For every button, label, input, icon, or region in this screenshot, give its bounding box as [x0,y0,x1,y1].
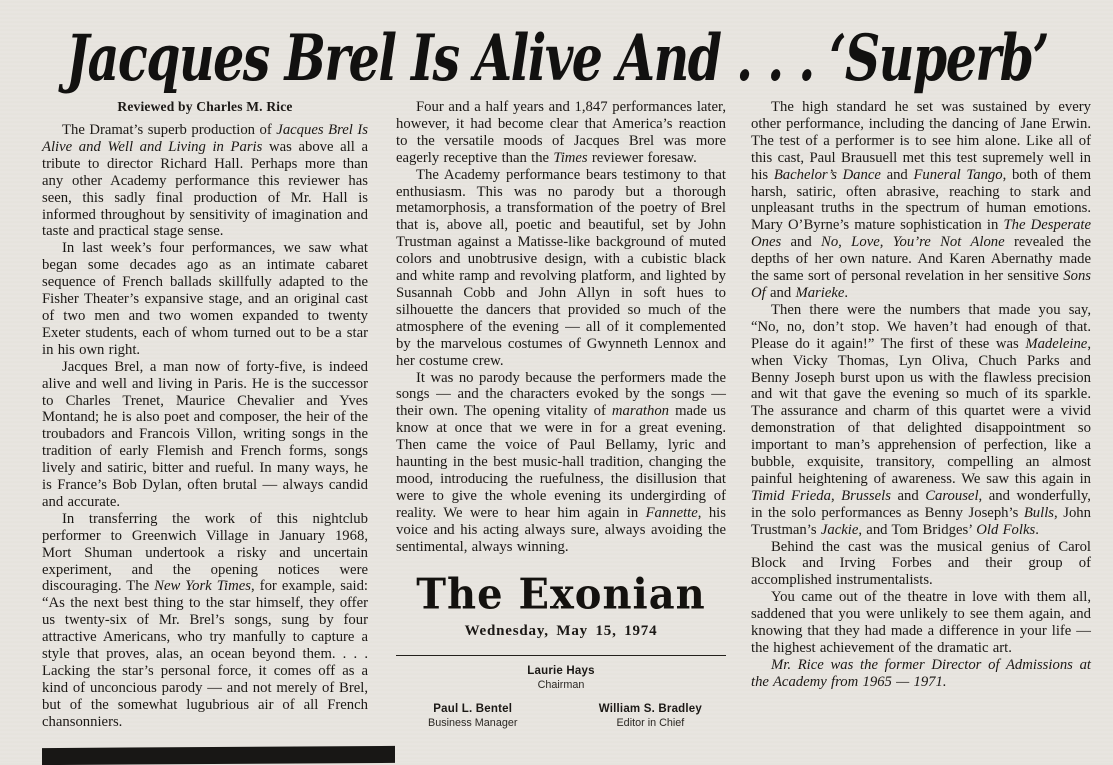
staff-name: William S. Bradley [598,703,702,716]
masthead-date: Wednesday, May 15, 1974 [464,623,658,640]
article-paragraph: Jacques Brel, a man now of forty-five, is indeed alive and well and living in Paris. He is the successor to Charles Trenet, Maurice Chevalier and Yves Montand; he is also poet and composer, the heir of the troubadors and Francois Villon, writing songs in the tradition of early Flemish and French forms, songs lively and satiric, bitter and rueful. In many ways, he is France’s Bob Dylan, often brutal — always candid and accurate. [42,358,368,510]
masthead-rule [396,655,726,656]
column-2-text [396,99,726,555]
masthead-chairman [396,665,726,691]
staff-title: Business Manager [428,717,518,730]
chairman-title: Chairman [537,679,585,692]
masthead [396,570,726,730]
article-headline: Jacques Brel Is Alive And . . . ‘Superb’ [65,20,1049,96]
masthead-staff-row [396,703,726,729]
column-1 [42,99,368,731]
article-paragraph: Then there were the numbers that made you say, “No, no, don’t stop. We haven’t had enough of that. Please do it again!” The first of these was Madeleine, when Vicky Thomas, Lyn Oliva, Chuch Parks and Benny Joseph burst upon us with the flawless precision and wit that gave the evening so much of its sparkle. The assurance and charm of this quartet were a vivid demonstration of that delighted disappointment so important to man’s apprehension of perfection, like a bubble, exquisite, transitory, compelling an almost painful heightening of awareness. We saw this again in Timid Frieda, Brussels and Carousel, and wonderfully, in the solo performances as Benny Joseph’s Bulls, John Trustman’s Jackie, and Tom Bridges’ Old Folks. [751,301,1091,538]
article-paragraph: In transferring the work of this nightclub performer to Greenwich Village in January 1968, Mort Shuman undertook a risky and uncertain experiment, and the opening notices were discouraging. The New York Times, for example, said: “As the next best thing to the star himself, they offer us twenty-six of Mr. Brel’s songs, sung by four attractive Americans, who try manfully to capture a style that proves, alas, an ocean beyond them. . . . Lacking the star’s personal force, it comes off as a kind of unconcious parody — and not merely of Brel, but of the somewhat lugubrious air of all French chansonniers. [42,510,368,730]
column-3 [751,99,1091,731]
article-columns [42,99,1091,731]
column-2 [396,99,726,731]
article-paragraph: The high standard he set was sustained by every other performance, including the dancing of Jane Erwin. The test of a performer is to see him alone. Like all of this cast, Paul Brausuell met this test supremely well in his Bachelor’s Dance and Funeral Tango, both of them harsh, satiric, often abrasive, reaching to stark and unpleasant truths in the spectrum of human emotions. Mary O’Byrne’s mature sophistication in The Desperate Ones and No, Love, You’re Not Alone revealed the depths of her own nature. And Karen Abernathy made the same sort of personal revelation in her sensitive Sons Of and Marieke. [751,99,1091,301]
chairman-name: Laurie Hays [527,665,595,678]
photo-top-edge [42,746,395,765]
column-1-text [42,122,368,731]
article-paragraph: Behind the cast was the musical genius of Carol Block and Irving Forbes and their group of accomplished instrumentalists. [751,538,1091,589]
article-paragraph: Four and a half years and 1,847 performances later, however, it had become clear that America’s reaction to the versatile moods of Jacques Brel was more eagerly receptive than the Times reviewer foresaw. [396,99,726,166]
article-paragraph: The Academy performance bears testimony to that enthusiasm. This was no parody but a thorough metamorphosis, a transformation of the poetry of Brel that is, above all, poetic and beautiful, set by John Trustman against a Matisse-like background of muted colors and unobtrusive design, with a cubistic black and white ramp and revolving platform, and lighted by Susannah Cobb and John Allyn in soft hues to silhouette the dancers that provided so much of the atmosphere of the evening — all of it complemented by the marvelous costumes of Gwynneth Lennox and her costume crew. [396,166,726,369]
byline: Reviewed by Charles M. Rice [117,99,293,114]
staff-editor-in-chief [599,703,702,729]
article-paragraph: You came out of the theatre in love with them all, saddened that you were unlikely to see them again, and knowing that they had made a difference in your life — the highest achievement of the dramatic art. [751,589,1091,656]
staff-title: Editor in Chief [616,717,685,730]
article-paragraph: It was no parody because the performers made the songs — and the characters evoked by the songs — their own. The opening vitality of marathon made us know at once that we were in for a great evening. Then came the voice of Paul Bellamy, lyric and haunting in the best music-hall tradition, changing the mood, introducing the ruefulness, the disillusion that were to give the whole evening its undergirding of reality. We were to hear him again in Fannette, his voice and his acting always sure, always avoiding the sentimental, always winning. [396,369,726,555]
article-paragraph: In last week’s four performances, we saw what began some decades ago as an intimate cabaret sequence of French ballads skillfully adapted to the Fisher Theater’s expansive stage, and an original cast of two men and two women expanded to twenty Exeter students, each of whom turned out to be a star in his own right. [42,240,368,358]
staff-business-manager [428,703,517,729]
article-paragraph: Mr. Rice was the former Director of Admissions at the Academy from 1965 — 1971. [751,656,1091,690]
staff-name: Paul L. Bentel [433,703,513,716]
article-paragraph: The Dramat’s superb production of Jacques Brel Is Alive and Well and Living in Paris was above all a tribute to director Richard Hall. Perhaps more than any other Academy performance this reviewer has seen, this sadly final production of Mr. Hall is informed throughout by sensitivity of imagination and taste and practical stage sense. [42,122,368,240]
masthead-title: The Exonian [416,570,706,620]
column-3-text [751,99,1091,691]
